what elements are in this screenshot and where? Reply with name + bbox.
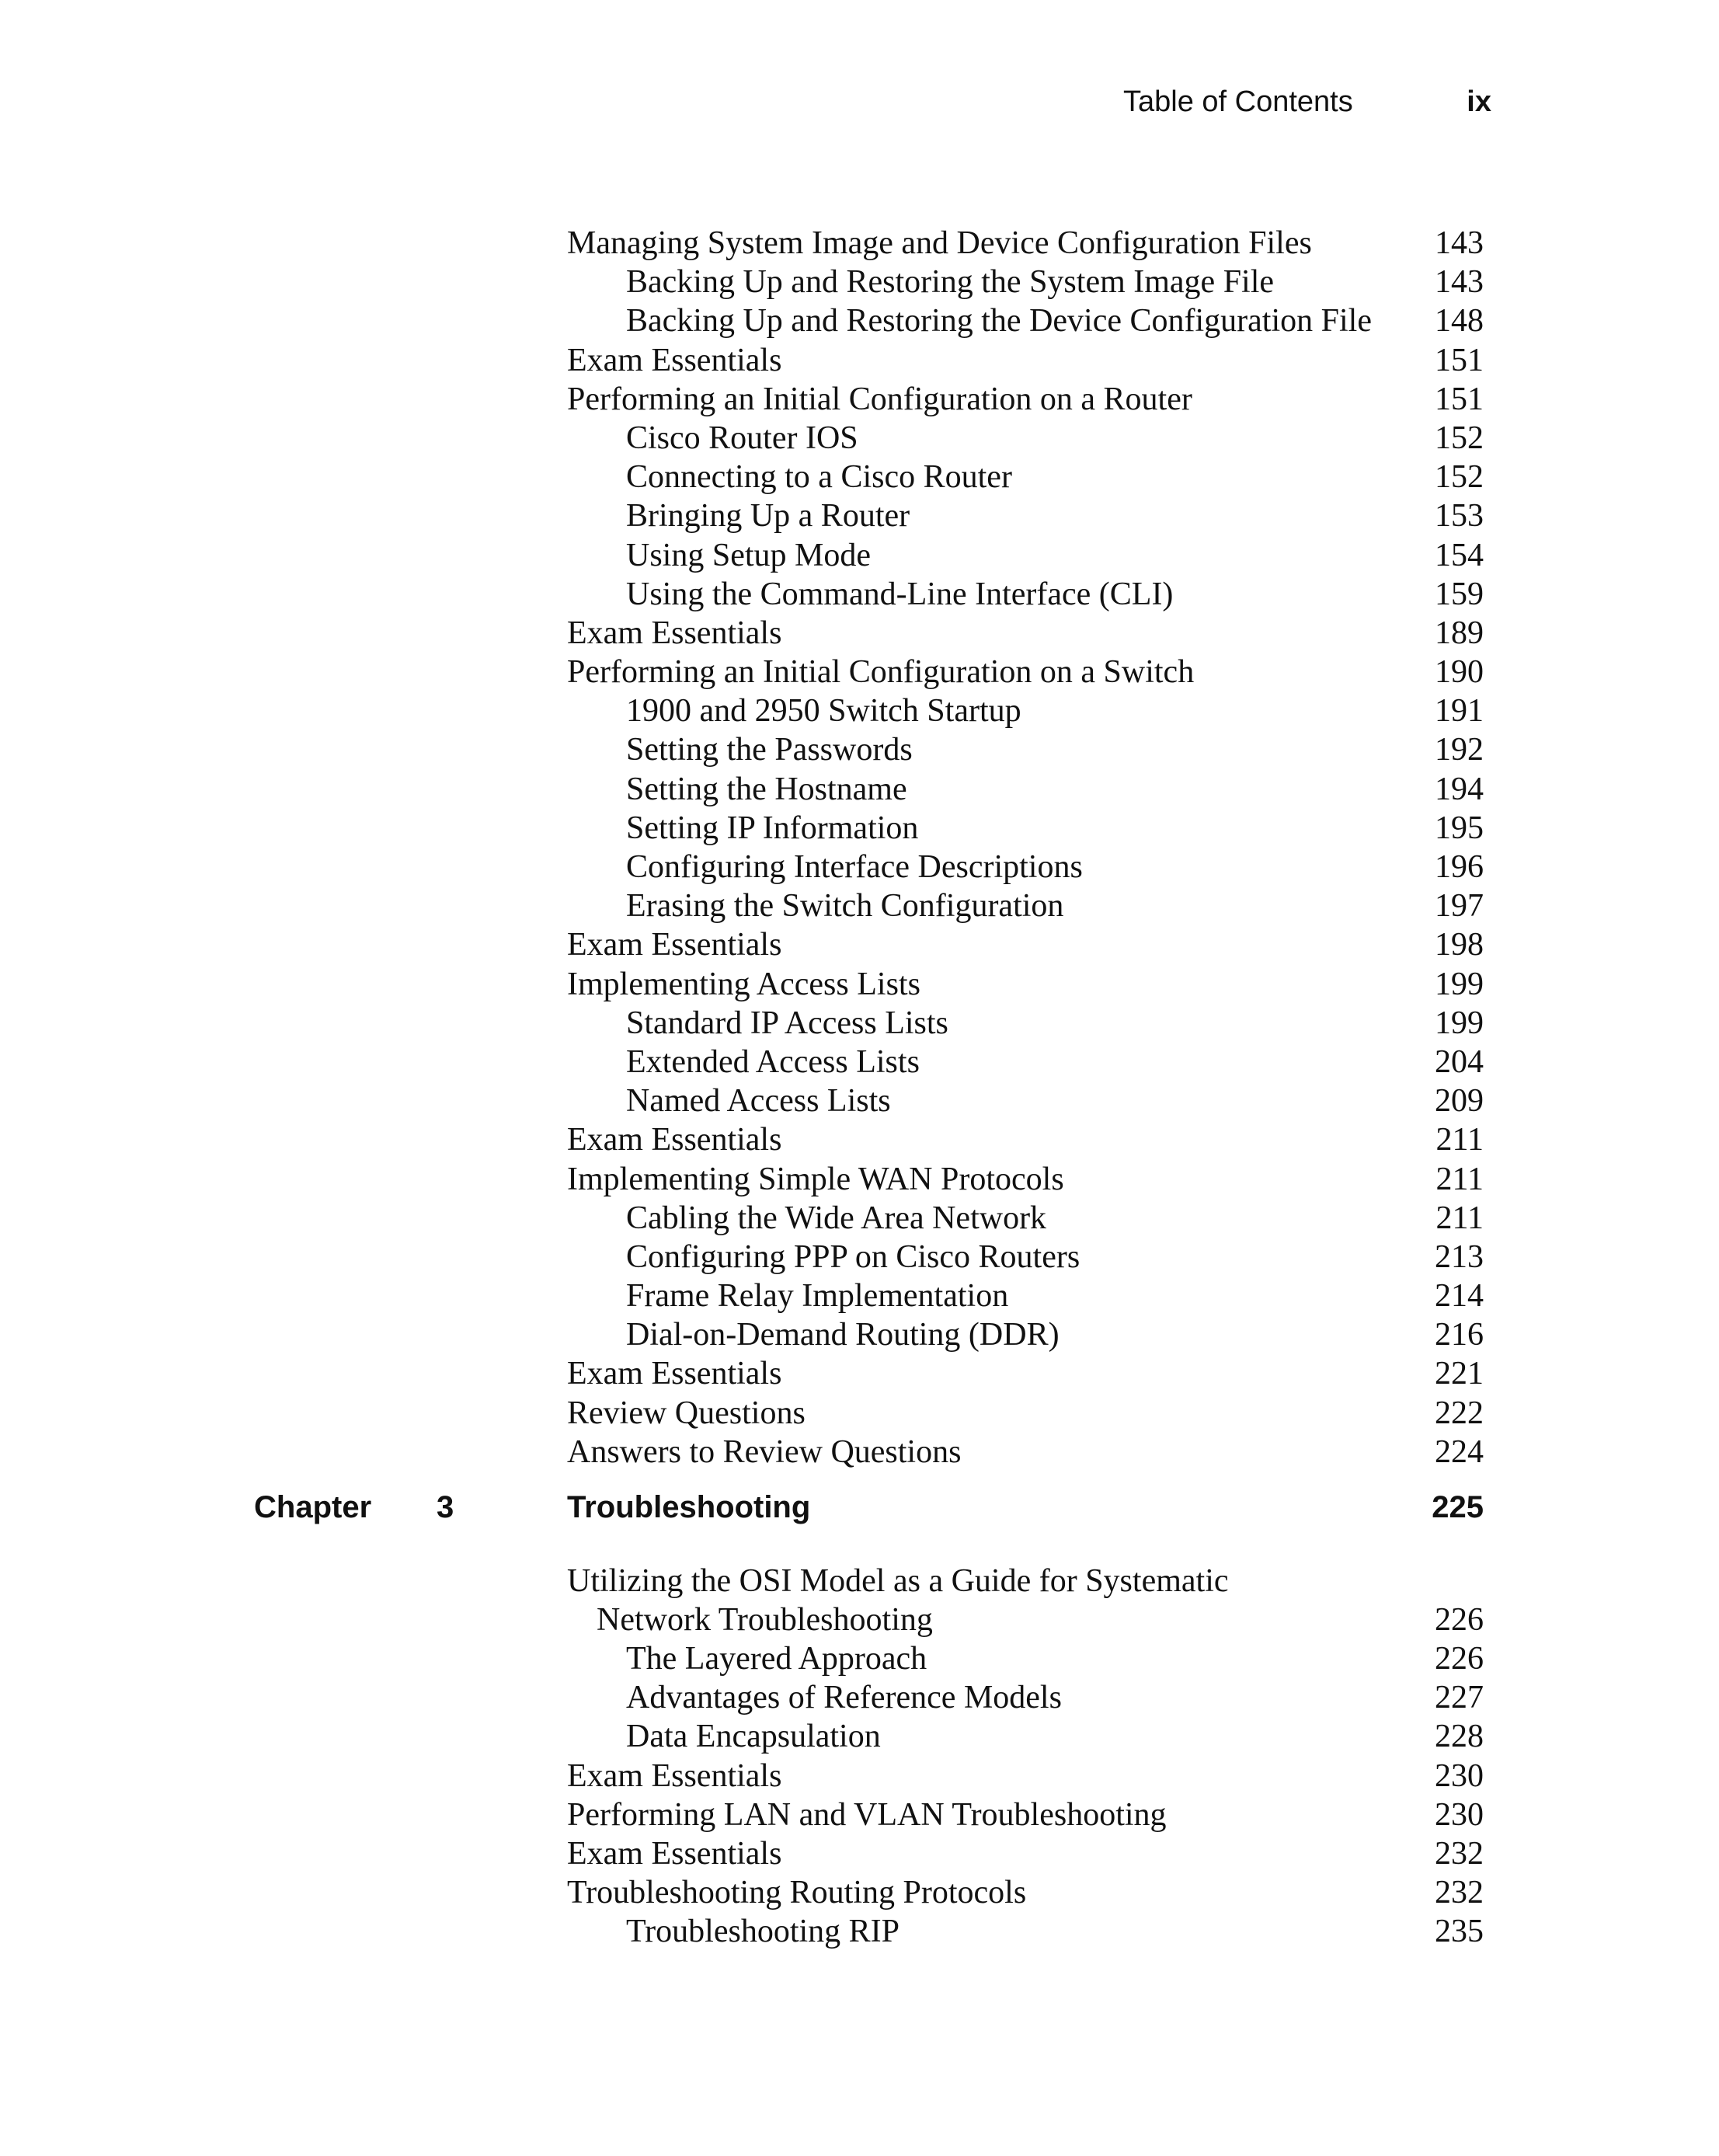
toc-entries-chapter-3 [567, 1562, 1484, 1952]
toc-entry-title: Review Questions [567, 1395, 806, 1431]
toc-entry-page-number: 230 [1435, 1796, 1484, 1833]
toc-entry-title: Troubleshooting RIP [626, 1914, 900, 1950]
toc-entry[interactable] [567, 1678, 1484, 1717]
toc-entry[interactable] [567, 458, 1484, 496]
toc-entry-page-number: 235 [1435, 1914, 1484, 1950]
toc-entry[interactable] [567, 301, 1484, 340]
toc-entry[interactable] [567, 341, 1484, 380]
toc-entry[interactable] [567, 1433, 1484, 1472]
toc-entry-page-number: 148 [1435, 303, 1484, 340]
toc-entry-title: Data Encapsulation [626, 1719, 881, 1755]
toc-entry-title-continuation: Network Troubleshooting [597, 1602, 933, 1638]
toc-entry-page-number: 143 [1435, 225, 1484, 261]
toc-entry[interactable] [567, 1394, 1484, 1433]
toc-entry[interactable] [567, 380, 1484, 419]
toc-entry-page-number: 216 [1435, 1317, 1484, 1353]
toc-entry-title: Exam Essentials [567, 1122, 782, 1158]
toc-entry-page-number: 228 [1435, 1719, 1484, 1755]
toc-entry[interactable] [567, 224, 1484, 263]
toc-entry[interactable] [567, 1757, 1484, 1796]
toc-entry-page-number: 211 [1435, 1161, 1484, 1197]
toc-entry-title: Setting the Passwords [626, 732, 913, 768]
toc-entry-title: Bringing Up a Router [626, 498, 910, 535]
toc-entry[interactable] [567, 575, 1484, 614]
toc-entry-title: Setting IP Information [626, 810, 919, 846]
toc-entry-page-number: 195 [1435, 810, 1484, 846]
toc-entry-title-line: Utilizing the OSI Model as a Guide for Systematic [567, 1563, 1229, 1599]
toc-entry-title: Implementing Simple WAN Protocols [567, 1161, 1064, 1197]
toc-entry-page-number: 204 [1435, 1043, 1484, 1080]
toc-entry-title: Cabling the Wide Area Network [626, 1200, 1047, 1236]
toc-entry-page-number: 192 [1435, 732, 1484, 768]
toc-entry[interactable] [567, 1354, 1484, 1393]
toc-entry[interactable] [567, 1120, 1484, 1159]
running-head-title: Table of Contents [1123, 85, 1353, 118]
toc-entry-title: Performing an Initial Configuration on a Router [567, 381, 1192, 417]
toc-entry-title: Dial-on-Demand Routing (DDR) [626, 1317, 1060, 1353]
toc-entry-title: Backing Up and Restoring the System Image File [626, 264, 1275, 301]
toc-entry[interactable] [567, 730, 1484, 769]
toc-entry[interactable] [567, 653, 1484, 691]
toc-entry[interactable] [567, 1160, 1484, 1199]
toc-entry-page-number: 194 [1435, 771, 1484, 807]
toc-entry[interactable] [567, 965, 1484, 1004]
toc-entry-title: Cisco Router IOS [626, 420, 858, 456]
toc-entry[interactable] [567, 1315, 1484, 1354]
toc-entry-title: Managing System Image and Device Configuration Files [567, 225, 1312, 261]
toc-entry-page-number: 211 [1435, 1122, 1484, 1158]
toc-entry-page-number: 222 [1435, 1395, 1484, 1431]
toc-entry-title [567, 1562, 1229, 1639]
toc-entry[interactable] [567, 1873, 1484, 1912]
toc-entry-title: Exam Essentials [567, 615, 782, 651]
toc-entry-title: Performing LAN and VLAN Troubleshooting [567, 1796, 1167, 1833]
chapter-number: 3 [437, 1490, 454, 1524]
toc-entry-title: Performing an Initial Configuration on a Switch [567, 654, 1195, 691]
toc-entry-page-number: 143 [1435, 264, 1484, 301]
toc-entry-page-number: 227 [1435, 1680, 1484, 1716]
toc-entry-title: The Layered Approach [626, 1641, 927, 1677]
toc-entry-title: Standard IP Access Lists [626, 1005, 948, 1041]
toc-entry-title: Frame Relay Implementation [626, 1278, 1009, 1315]
toc-entry[interactable] [567, 925, 1484, 964]
toc-entry-title: Configuring Interface Descriptions [626, 849, 1083, 885]
running-head [1010, 85, 1491, 132]
toc-entry-title: Setting the Hostname [626, 771, 907, 807]
toc-entry-page-number: 232 [1435, 1875, 1484, 1911]
toc-entry-title: Advantages of Reference Models [626, 1680, 1062, 1716]
toc-entry[interactable] [567, 496, 1484, 535]
toc-entry-title: Named Access Lists [626, 1083, 891, 1120]
toc-entry[interactable] [567, 1199, 1484, 1238]
toc-entry-page-number: 209 [1435, 1083, 1484, 1120]
toc-entry-page-number: 199 [1435, 1005, 1484, 1041]
toc-entry-page-number: 198 [1435, 927, 1484, 963]
toc-entry-page-number: 191 [1435, 693, 1484, 730]
toc-entry-title: Exam Essentials [567, 1835, 782, 1872]
table-of-contents [254, 224, 1484, 1952]
toc-entry-title: Extended Access Lists [626, 1043, 920, 1080]
toc-entry[interactable] [567, 1834, 1484, 1873]
toc-entry[interactable] [567, 614, 1484, 653]
toc-entry-title: Answers to Review Questions [567, 1433, 962, 1470]
toc-entry-title: 1900 and 2950 Switch Startup [626, 693, 1021, 730]
toc-entry-title: Implementing Access Lists [567, 966, 920, 1002]
toc-entry[interactable] [567, 770, 1484, 809]
toc-entry-page-number: 232 [1435, 1835, 1484, 1872]
chapter-title: Troubleshooting [567, 1490, 811, 1524]
toc-entry-page-number: 151 [1435, 342, 1484, 378]
toc-entry-page-number: 189 [1435, 615, 1484, 651]
toc-entry[interactable] [567, 1238, 1484, 1277]
toc-entry-page-number: 151 [1435, 381, 1484, 417]
toc-entry-title: Configuring PPP on Cisco Routers [626, 1238, 1080, 1275]
toc-entry-title: Exam Essentials [567, 342, 782, 378]
toc-entry[interactable] [567, 419, 1484, 458]
toc-entry-title: Connecting to a Cisco Router [626, 459, 1012, 496]
toc-entry-title: Troubleshooting Routing Protocols [567, 1875, 1027, 1911]
toc-entry-page-number: 152 [1435, 459, 1484, 496]
toc-entry-page-number: 154 [1435, 537, 1484, 573]
toc-entry-page-number: 230 [1435, 1757, 1484, 1794]
toc-entry-page-number: 190 [1435, 654, 1484, 691]
toc-entry-title: Exam Essentials [567, 927, 782, 963]
toc-entry[interactable] [567, 1717, 1484, 1756]
toc-entry[interactable] [567, 1796, 1484, 1834]
toc-entry-page-number: 214 [1435, 1278, 1484, 1315]
toc-entry[interactable] [567, 1004, 1484, 1043]
toc-entry-title: Erasing the Switch Configuration [626, 888, 1064, 925]
toc-entries-chapter-2 [567, 224, 1484, 1472]
toc-entry-title: Backing Up and Restoring the Device Configuration File [626, 303, 1372, 340]
toc-entry-page-number: 199 [1435, 966, 1484, 1002]
chapter-page-number: 225 [1432, 1490, 1484, 1524]
toc-entry-page-number: 211 [1435, 1200, 1484, 1236]
running-head-page-number: ix [1467, 85, 1491, 118]
toc-entry-page-number: 221 [1435, 1356, 1484, 1392]
toc-entry-page-number: 197 [1435, 888, 1484, 925]
toc-entry-title: Using Setup Mode [626, 537, 871, 573]
toc-entry-page-number: 213 [1435, 1238, 1484, 1275]
toc-entry-page-number: 226 [1435, 1602, 1484, 1638]
toc-entry[interactable] [567, 848, 1484, 886]
toc-entry[interactable] [567, 1277, 1484, 1315]
toc-entry[interactable] [567, 536, 1484, 575]
toc-entry-page-number: 159 [1435, 576, 1484, 612]
toc-entry[interactable] [567, 1639, 1484, 1678]
toc-entry[interactable] [567, 691, 1484, 730]
toc-entry[interactable] [567, 886, 1484, 925]
toc-entry[interactable] [567, 263, 1484, 301]
toc-entry-title: Exam Essentials [567, 1757, 782, 1794]
toc-entry-title: Using the Command-Line Interface (CLI) [626, 576, 1174, 612]
toc-entry-page-number: 224 [1435, 1433, 1484, 1470]
toc-entry[interactable] [567, 1912, 1484, 1951]
toc-entry[interactable] [567, 1081, 1484, 1120]
toc-entry[interactable] [567, 1043, 1484, 1081]
toc-entry-title: Exam Essentials [567, 1356, 782, 1392]
toc-entry-page-number: 153 [1435, 498, 1484, 535]
toc-entry[interactable] [567, 809, 1484, 848]
toc-entry-page-number: 152 [1435, 420, 1484, 456]
chapter-heading[interactable] [254, 1490, 1484, 1562]
toc-entry-page-number: 196 [1435, 849, 1484, 885]
toc-entry[interactable] [567, 1562, 1484, 1639]
toc-entry-page-number: 226 [1435, 1641, 1484, 1677]
chapter-label: Chapter [254, 1490, 372, 1524]
